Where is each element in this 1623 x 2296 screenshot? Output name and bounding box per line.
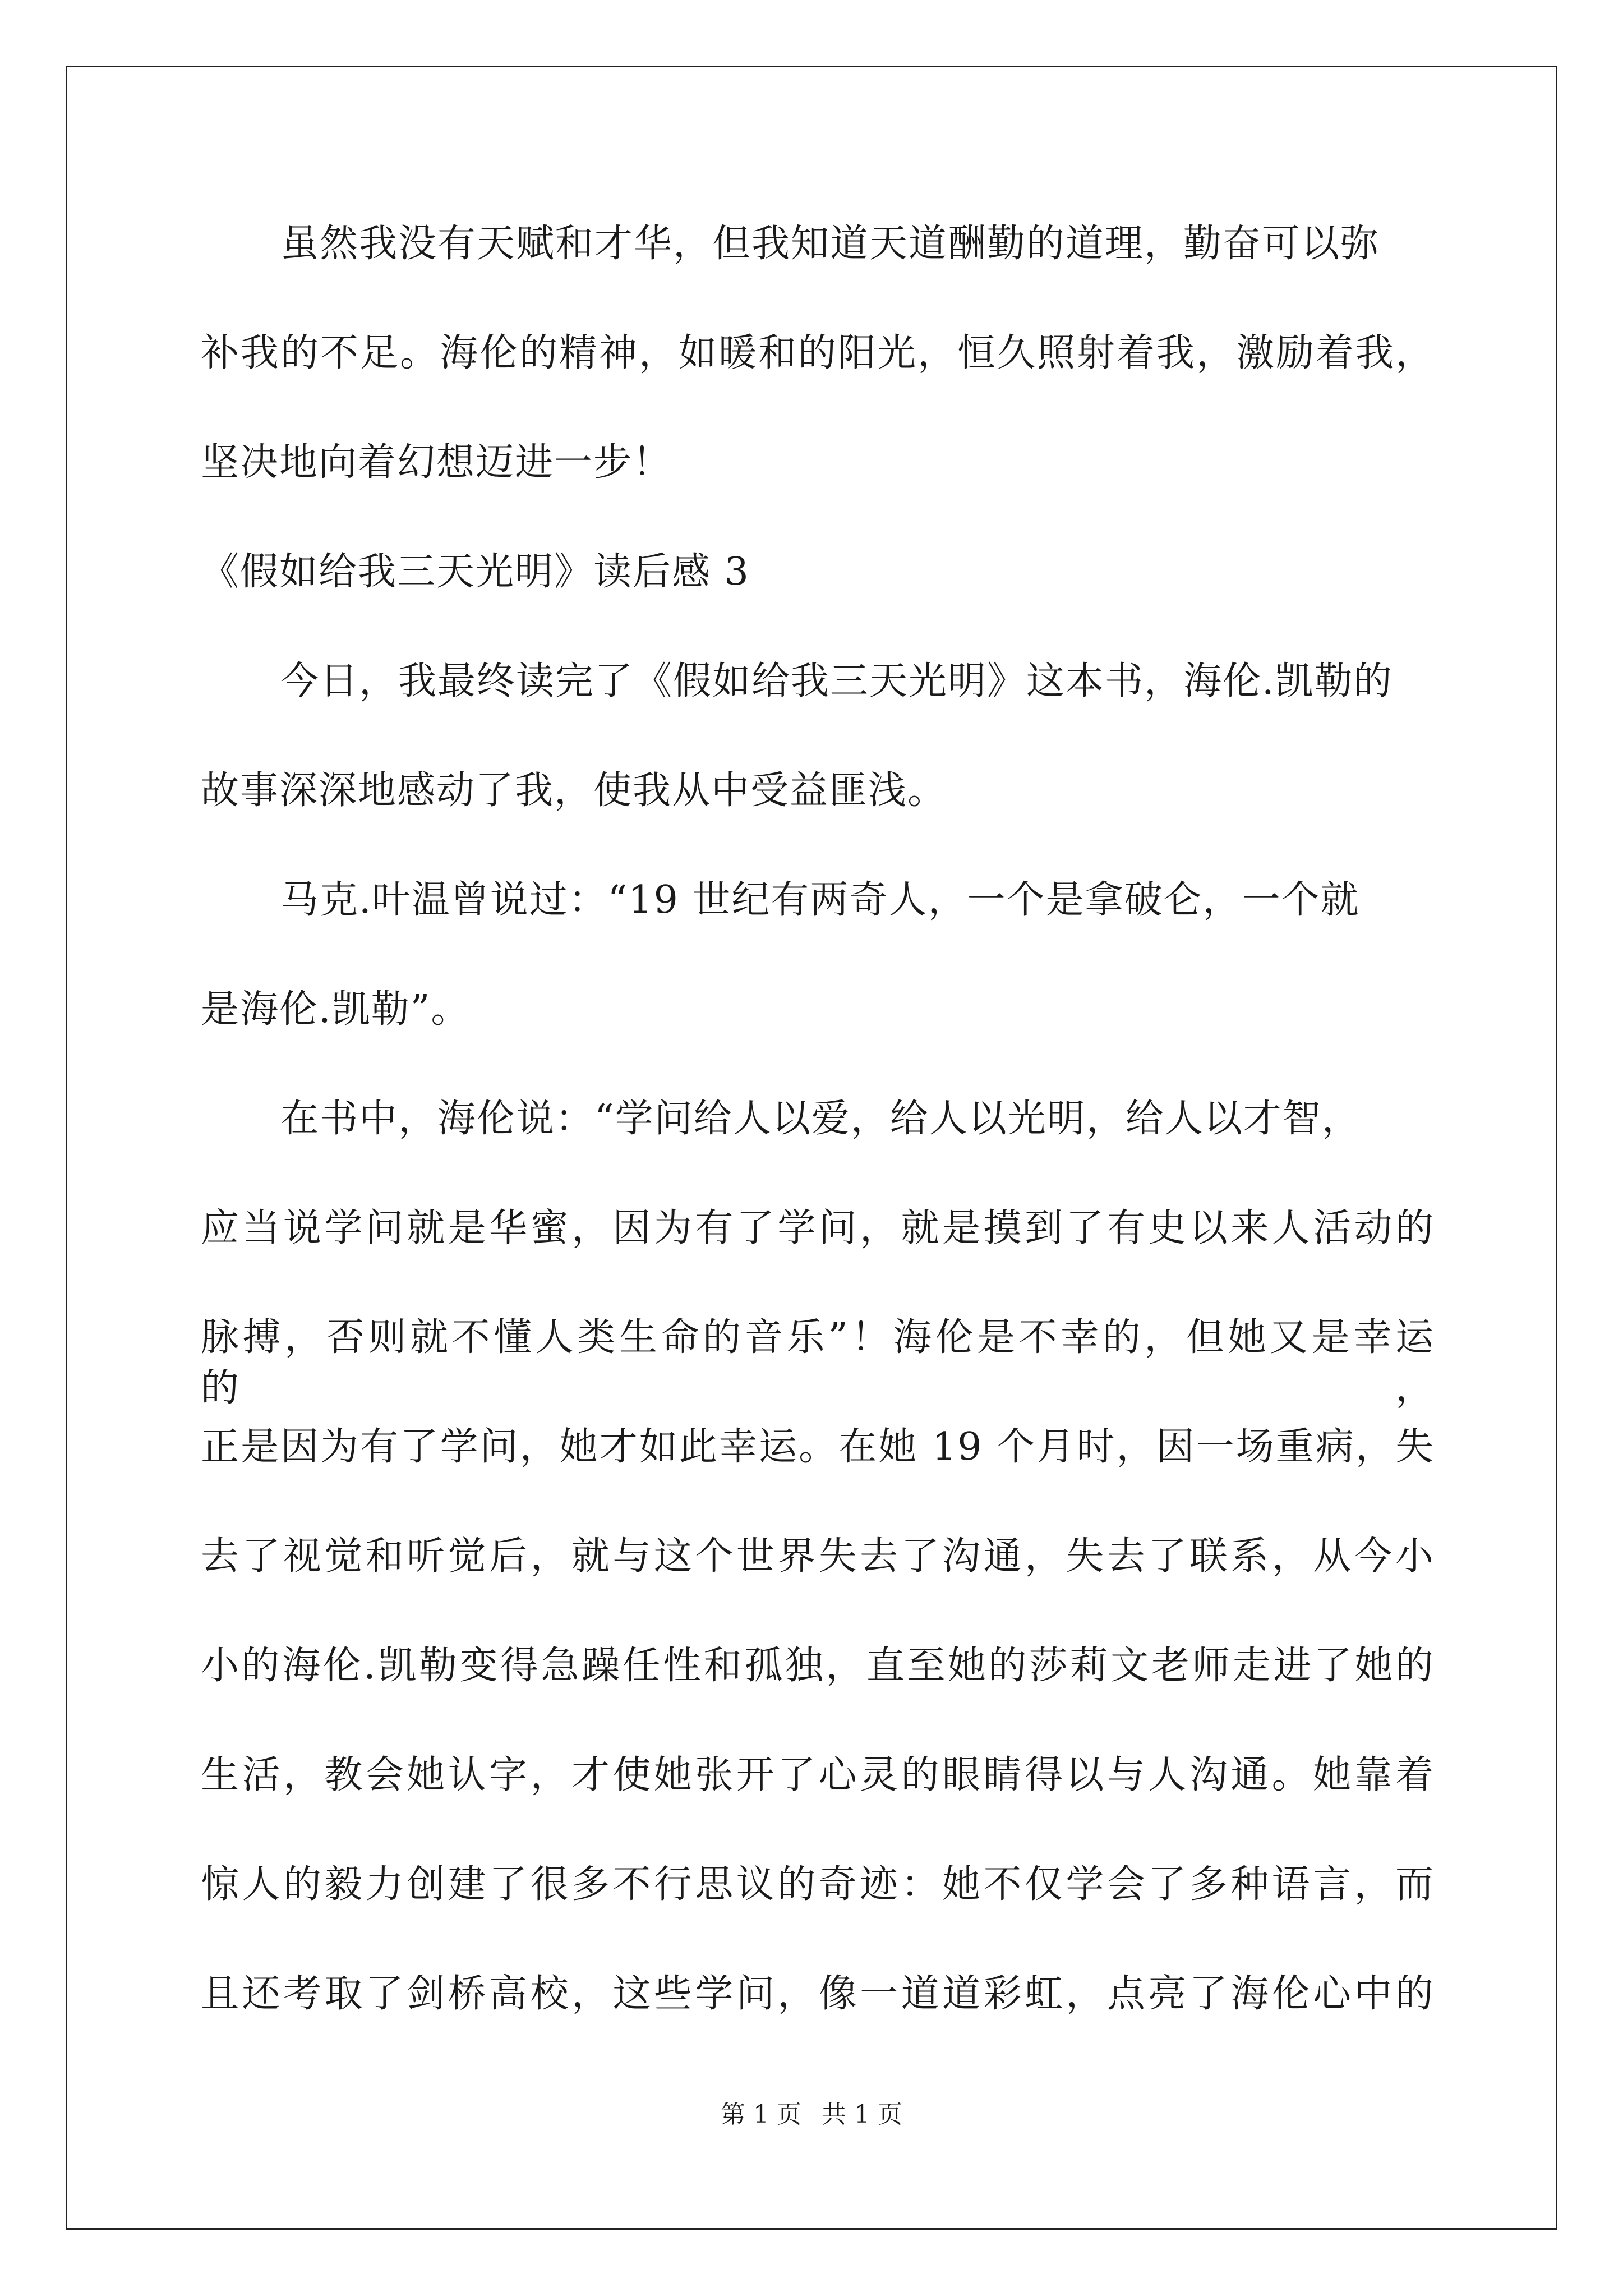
paragraph-line: 惊人的毅力创建了很多不行思议的奇迹：她不仅学会了多种语言，而 bbox=[201, 1862, 1435, 1907]
paragraph-line: 脉搏，否则就不懂人类生命的音乐”！海伦是不幸的，但她又是幸运的， bbox=[201, 1315, 1435, 1410]
paragraph-line: 且还考取了剑桥高校，这些学问，像一道道彩虹，点亮了海伦心中的 bbox=[201, 1972, 1435, 2016]
page-footer bbox=[0, 2098, 1623, 2132]
paragraph-line: 补我的不足。海伦的精神，如暖和的阳光，恒久照射着我，激励着我， bbox=[201, 331, 1435, 375]
page-total: 共 1 页 bbox=[822, 2100, 902, 2129]
paragraph-line: 今日，我最终读完了《假如给我三天光明》这本书，海伦.凯勒的 bbox=[280, 659, 1393, 703]
paragraph-line: 坚决地向着幻想迈进一步！ bbox=[201, 440, 672, 485]
paragraph-line: 故事深深地感动了我，使我从中受益匪浅。 bbox=[201, 769, 947, 813]
paragraph-line: 正是因为有了学问，她才如此幸运。在她 19 个月时，因一场重病，失 bbox=[201, 1425, 1435, 1469]
page-number: 第 1 页 bbox=[721, 2100, 801, 2129]
paragraph-line: 小的海伦.凯勒变得急躁任性和孤独，直至她的莎莉文老师走进了她的 bbox=[201, 1644, 1435, 1688]
paragraph-line: 应当说学问就是华蜜，因为有了学问，就是摸到了有史以来人活动的 bbox=[201, 1206, 1435, 1250]
paragraph-line: 马克.叶温曾说过：“19 世纪有两奇人，一个是拿破仑，一个就 bbox=[280, 878, 1360, 922]
paragraph-line: 去了视觉和听觉后，就与这个世界失去了沟通，失去了联系，从今小 bbox=[201, 1534, 1435, 1579]
paragraph-line: 虽然我没有天赋和才华，但我知道天道酬勤的道理，勤奋可以弥 bbox=[280, 222, 1380, 266]
paragraph-line: 是海伦.凯勒”。 bbox=[201, 987, 471, 1032]
paragraph-line: 生活，教会她认字，才使她张开了心灵的眼睛得以与人沟通。她靠着 bbox=[201, 1753, 1435, 1797]
paragraph-line: 在书中，海伦说：“学问给人以爱，给人以光明，给人以才智， bbox=[280, 1097, 1361, 1141]
section-title: 《假如给我三天光明》读后感 3 bbox=[201, 550, 750, 594]
